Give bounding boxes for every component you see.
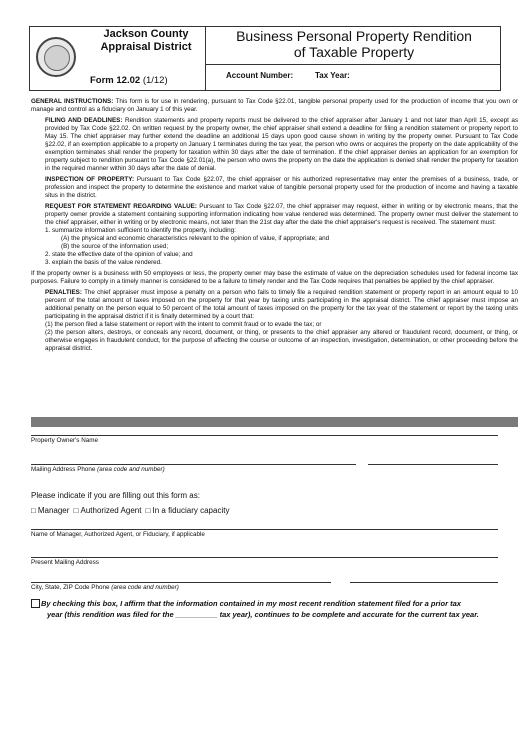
request-item-1: 1. summarize information sufficient to identify the property, including: xyxy=(45,227,236,234)
request-heading: REQUEST FOR STATEMENT REGARDING VALUE: xyxy=(45,203,197,210)
certification-text xyxy=(41,598,511,620)
city-state-hint: (area code and number) xyxy=(111,584,179,591)
mailing-address-label-text: Mailing Address Phone xyxy=(31,466,96,473)
form-revision: (1/12) xyxy=(142,75,168,86)
penalties-heading: PENALTIES: xyxy=(45,289,82,296)
request-item-2: 2. state the effective date of the opinion of value; and xyxy=(45,251,193,258)
form-header xyxy=(29,26,501,91)
mailing-address-label xyxy=(31,466,165,473)
request-item-1b: (B) the source of the information used; xyxy=(61,243,169,250)
section-divider-bar xyxy=(31,417,518,427)
city-state-label-text: City, State, ZIP Code Phone xyxy=(31,584,110,591)
request-item-1a: (A) the physical and economic characteristics relevant to the opinion of value, if appropriate; and xyxy=(61,235,330,242)
penalties-item-1: (1) the person filed a false statement or report with the intent to commit fraud or to evade the tax; or xyxy=(45,321,322,328)
manager-label: Manager xyxy=(37,506,70,515)
fiduciary-label: In a fiduciary capacity xyxy=(152,506,230,515)
form-title xyxy=(208,28,500,60)
request-text: Pursuant to Tax Code §22.07, the chief appraiser may request, either in writing or by electronic means, that the property owner provide a statement containing supporting information indicating how value rendered was determined. The property owner must deliver the statement to the chief appraiser, either in writing or by electronic means, not later than the 21st day after the date the chief appraiser's request is received. The statement must: xyxy=(45,203,518,226)
title-line-1: Business Personal Property Rendition xyxy=(236,28,472,44)
present-mailing-label: Present Mailing Address xyxy=(31,559,99,566)
fiduciary-checkbox[interactable]: □ xyxy=(145,506,151,515)
certification-checkbox[interactable] xyxy=(31,599,40,608)
mailing-address-hint: (area code and number) xyxy=(97,466,165,473)
title-line-2: of Taxable Property xyxy=(293,44,415,60)
general-text: This form is for use in rendering, pursuant to Tax Code §22.01, tangible personal property used for the production of income that you own or manage and control as a fiduciary on January 1 of this year. xyxy=(31,98,519,113)
form-number xyxy=(90,75,168,86)
city-state-line[interactable] xyxy=(31,582,331,583)
city-state-label xyxy=(31,584,179,591)
small-business-note: If the property owner is a business with 50 employees or less, the property owner may base the estimate of value on the depreciation schedules used for federal income tax purposes. Failure to comply in a timely manner is considered to be a failure to timely render and the Tax Code requires that penalties be applied by the chief appraiser. xyxy=(31,270,518,285)
penalties-text: The chief appraiser must impose a penalty on a person who fails to timely file a required rendition statement or property report in an amount equal to 10 percent of the total amount of taxes imposed on the property for that year by taxing units participating in the appraisal district. The chief appraiser must impose an additional penalty on the person equal to 50 percent of the total amount of taxes imposed on the property for the tax year of the statement or report by the taxing units participating in the appraisal district if it is finally determined by a court that: xyxy=(45,289,518,320)
present-mailing-line[interactable] xyxy=(31,557,498,558)
request-item-3: 3. explain the basis of the value rendered. xyxy=(45,259,162,266)
penalties-item-2: (2) the person alters, destroys, or conceals any record, document, or thing, or presents to the chief appraiser any altered or fraudulent record, document, or thing, or otherwise engages in fraudulent conduct, for the purpose of affecting the course or outcome of an inspection, investigation, determination, or other proceeding before the appraisal district. xyxy=(45,329,518,352)
form-number-text: Form 12.02 xyxy=(90,75,141,86)
inspection-heading: INSPECTION OF PROPERTY: xyxy=(45,176,135,183)
county-seal-icon xyxy=(36,37,76,77)
filing-deadlines xyxy=(31,117,518,173)
general-heading: GENERAL INSTRUCTIONS: xyxy=(31,98,114,105)
capacity-options xyxy=(31,506,229,515)
agent-checkbox[interactable]: □ xyxy=(73,506,79,515)
agent-name-label: Name of Manager, Authorized Agent, or Fiduciary, if applicable xyxy=(31,531,205,538)
filing-text: Rendition statements and property reports must be delivered to the chief appraiser after January 1 and not later than April 15, except as provided by Tax Code §22.02. On written request by the property owner, the chief appraiser shall extend a deadline for filing a rendition statement or property report to May 15. The chief appraiser may further extend the deadline an additional 15 days upon good cause shown in writing by the property owner. Pursuant to Tax Code §22.02, if an exemption applicable to a property on January 1 terminates during the tax year, the person who owns or acquires the property on the date applicability of the exemption terminates shall render the property for taxation within 30 days after the date of termination. If the chief appraiser denies an application for an exemption for property subject to rendition pursuant to Tax Code §22.01(a), the person who owns the property on the date the application is denied shall render the property for taxation in the required manner within 30 days after the date of denial. xyxy=(45,117,518,172)
mailing-address-line[interactable] xyxy=(31,464,356,465)
instructions xyxy=(31,98,518,356)
filing-heading: FILING AND DEADLINES: xyxy=(45,117,123,124)
header-divider-horizontal xyxy=(205,64,500,65)
general-instructions xyxy=(31,98,518,114)
owner-name-line[interactable] xyxy=(31,435,498,436)
please-indicate: Please indicate if you are filling out this form as: xyxy=(31,491,200,500)
mailing-phone-line[interactable] xyxy=(368,464,498,465)
tax-year-label[interactable]: Tax Year: xyxy=(315,71,350,80)
manager-checkbox[interactable]: □ xyxy=(31,506,36,515)
inspection-text: Pursuant to Tax Code §22.07, the chief appraiser or his authorized representative may enter the premises of a business, trade, or profession and inspect the property to determine the existence and market value of tangible personal property used for the production of income and having a taxable situs in the district. xyxy=(45,176,519,199)
inspection-of-property xyxy=(31,176,518,200)
certification-line-2: year (this rendition was filed for the __________ tax year), continues to be complete and accurate for the current tax year. xyxy=(47,610,479,619)
city-phone-line[interactable] xyxy=(350,582,498,583)
header-divider-vertical xyxy=(205,27,206,90)
account-number-label[interactable]: Account Number: xyxy=(226,71,294,80)
agent-label: Authorized Agent xyxy=(80,506,142,515)
agent-name-line[interactable] xyxy=(31,529,498,530)
request-for-statement xyxy=(31,203,518,227)
county-name: Jackson County xyxy=(103,28,189,40)
district-label: Appraisal District xyxy=(100,41,192,53)
owner-name-label: Property Owner's Name xyxy=(31,437,98,444)
district-name xyxy=(90,28,202,54)
penalties xyxy=(31,289,518,321)
certification-line-1: By checking this box, I affirm that the information contained in my most recent rendition statement filed for a prior tax xyxy=(41,599,461,608)
